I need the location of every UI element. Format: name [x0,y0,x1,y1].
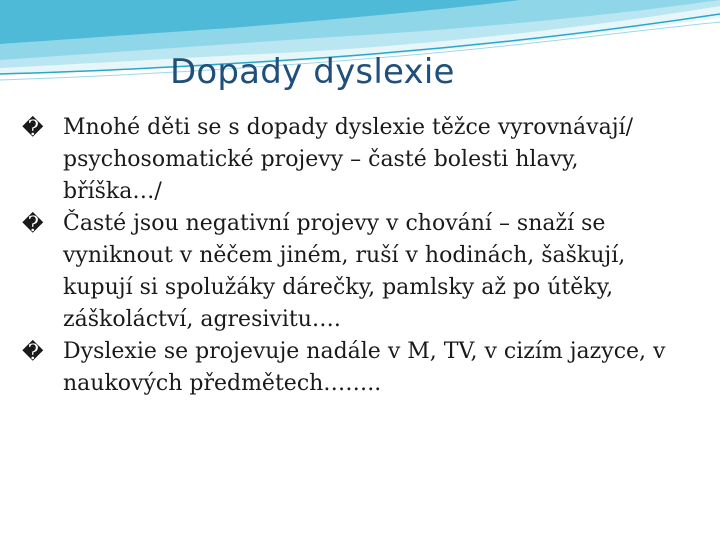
bullet-1-rest: vyrovnávají/ psychosomatické projevy – časté bolesti hlavy, bříška…/ [63,115,633,204]
slide-title: Dopady dyslexie [170,52,455,92]
bullet-text-1 [63,112,682,208]
bullet-text-3 [63,336,682,400]
bullet-1-line1: Mnohé děti se s dopady dyslexie těžce [63,115,491,140]
bullet-item-2 [22,208,682,336]
bullet-2-rest: se vyniknout v něčem jiném, ruší v hodinách, šaškují, kupují si spolužáky dárečky, pamlsky až po útěky, záškoláctví, agresivitu…. [63,211,626,332]
bullet-list [22,112,682,400]
bullet-marker-icon: � [22,340,44,364]
bullet-3-line1: Dyslexie se projevuje nadále v M, TV, v cizím [63,339,563,364]
bullet-item-3 [22,336,682,400]
bullet-marker-icon: � [22,212,44,236]
bullet-2-line1: Časté jsou negativní projevy v chování – snaží [63,211,575,236]
bullet-3-rest: jazyce, v naukových předmětech…….. [63,339,666,396]
bullet-item-1 [22,112,682,208]
bullet-text-2 [63,208,682,336]
bullet-marker-icon: � [22,116,44,140]
